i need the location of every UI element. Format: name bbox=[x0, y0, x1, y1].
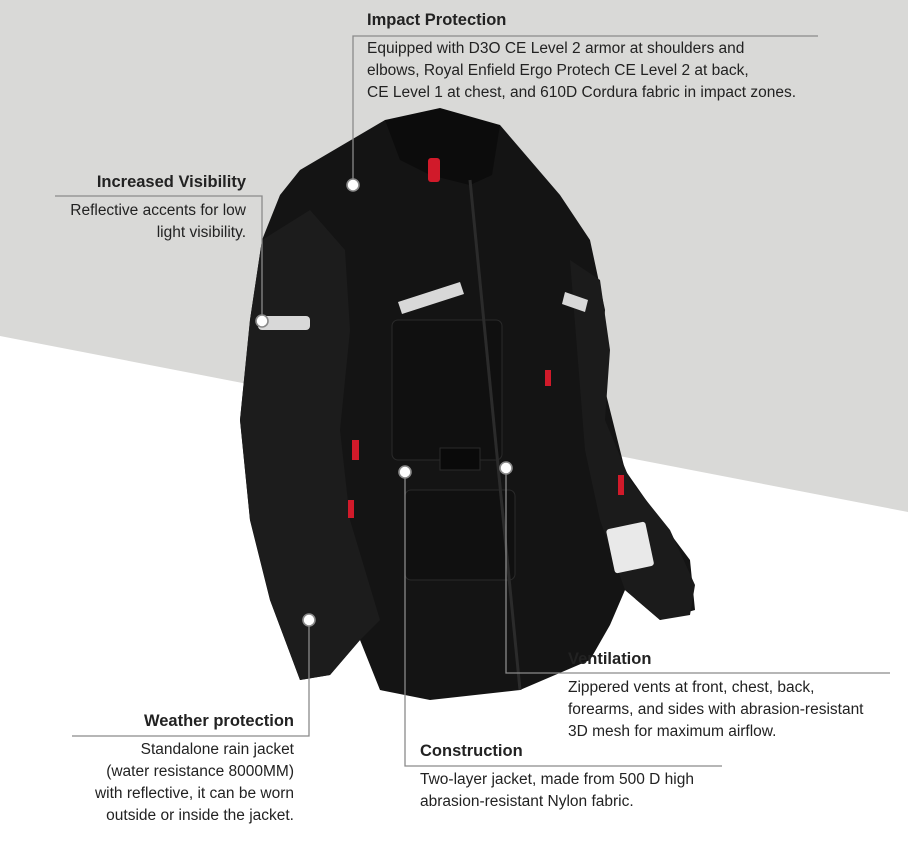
leader-marker-circle bbox=[256, 315, 268, 327]
leader-marker-circle bbox=[347, 179, 359, 191]
increased-visibility-text bbox=[70, 200, 246, 244]
construction-title: Construction bbox=[420, 742, 523, 760]
ventilation-text bbox=[568, 677, 864, 743]
visibility-line-1: Reflective accents for low bbox=[70, 202, 246, 219]
weather-line-2: (water resistance 8000MM) bbox=[106, 763, 294, 780]
leader-marker-circle bbox=[500, 462, 512, 474]
impact-protection-title: Impact Protection bbox=[367, 11, 507, 29]
weather-line-1: Standalone rain jacket bbox=[140, 741, 294, 758]
increased-visibility-title: Increased Visibility bbox=[96, 173, 246, 191]
impact-line-3: CE Level 1 at chest, and 610D Cordura fabric in impact zones. bbox=[367, 84, 797, 101]
ventilation-line-1: Zippered vents at front, chest, back, bbox=[568, 679, 815, 696]
ventilation-title: Ventilation bbox=[568, 650, 652, 668]
construction-line-1: Two-layer jacket, made from 500 D high bbox=[420, 771, 694, 788]
weather-line-4: outside or inside the jacket. bbox=[106, 807, 294, 824]
weather-protection-text bbox=[95, 739, 294, 827]
ventilation-line-3: 3D mesh for maximum airflow. bbox=[568, 723, 777, 740]
impact-line-1: Equipped with D3O CE Level 2 armor at shoulders and bbox=[367, 40, 745, 57]
weather-protection-title: Weather protection bbox=[143, 712, 294, 730]
visibility-line-2: light visibility. bbox=[156, 224, 246, 241]
construction-line-2: abrasion-resistant Nylon fabric. bbox=[420, 793, 634, 810]
ventilation-line-2: forearms, and sides with abrasion-resistant bbox=[568, 701, 864, 718]
leader-marker-circle bbox=[303, 614, 315, 626]
weather-line-3: with reflective, it can be worn bbox=[94, 785, 294, 802]
leader-marker-circle bbox=[399, 466, 411, 478]
construction-text bbox=[420, 769, 694, 813]
impact-line-2: elbows, Royal Enfield Ergo Protech CE Level 2 at back, bbox=[367, 62, 749, 79]
impact-protection-text bbox=[367, 38, 796, 104]
